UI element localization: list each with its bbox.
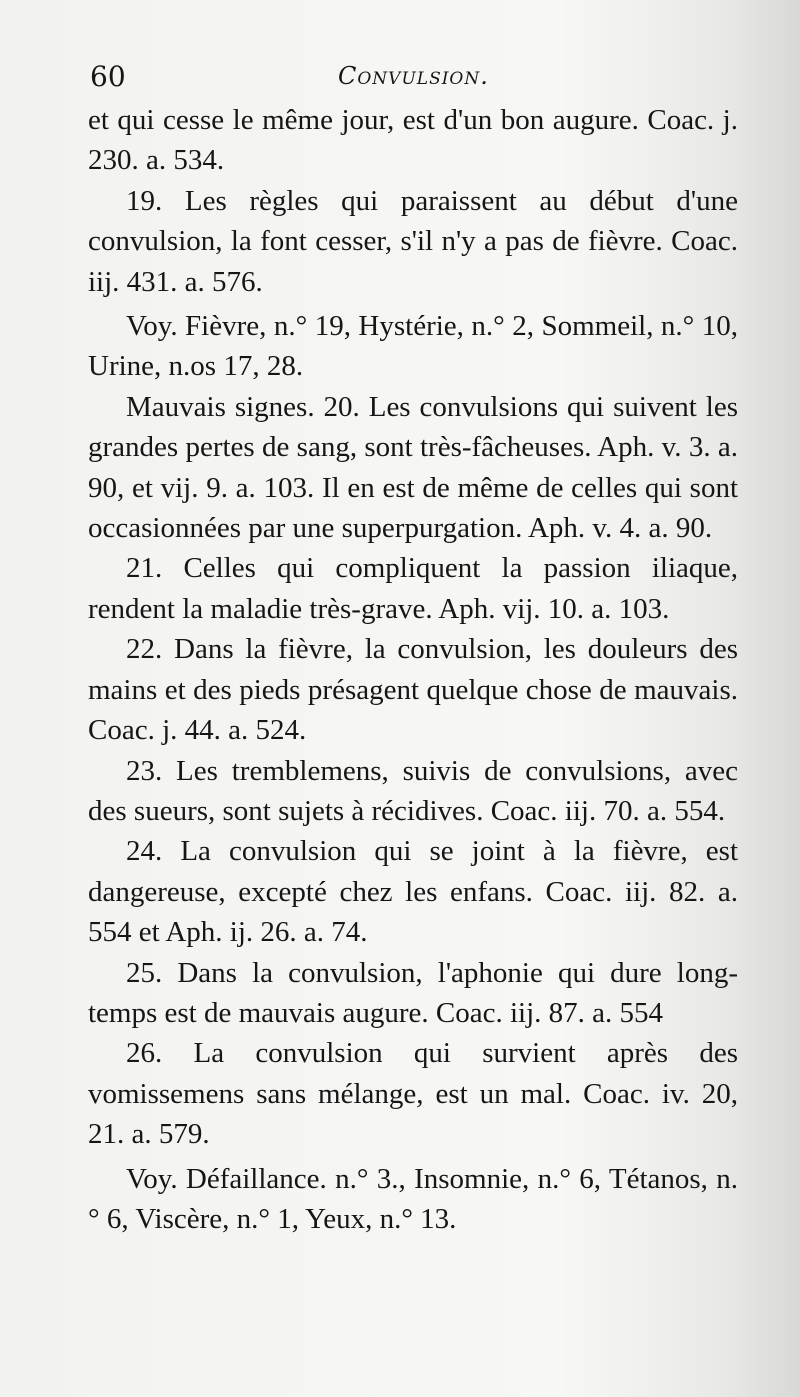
paragraph-19: 19. Les règles qui paraissent au début d'une convulsion, la font cesser, s'il n'y a pas de fièvre. Coac. iij. 431. a. 576.	[88, 184, 738, 298]
see-also-reference-final: Voy. Défaillance. n.° 3., Insomnie, n.° 6, Tétanos, n.° 6, Viscère, n.° 1, Yeux, n.° 13.	[88, 1162, 738, 1235]
paragraph-23: 23. Les tremblemens, suivis de convulsions, avec des sueurs, sont sujets à récidives. Coac. iij. 70. a. 554.	[88, 754, 738, 827]
running-title: Convulsion.	[338, 62, 489, 90]
paragraph-26: 26. La convulsion qui survient après des vomissemens sans mélange, est un mal. Coac. iv. 20, 21. a. 579.	[88, 1037, 738, 1151]
paragraph-25: 25. Dans la convulsion, l'aphonie qui dure long-temps est de mauvais augure. Coac. iij. 87. a. 554	[88, 956, 738, 1029]
paragraph-continuation: et qui cesse le même jour, est d'un bon augure. Coac. j. 230. a. 534.	[88, 104, 738, 177]
see-also-reference: Voy. Fièvre, n.° 19, Hystérie, n.° 2, Sommeil, n.° 10, Urine, n.os 17, 28.	[88, 310, 738, 383]
page-header	[90, 60, 730, 100]
paragraph-20: Mauvais signes. 20. Les convulsions qui suivent les grandes pertes de sang, sont très-fâcheuses. Aph. v. 3. a. 90, et vij. 9. a. 103. Il en est de même de celles qui sont occasionnées par une superpurgation. Aph. v. 4. a. 90.	[88, 390, 738, 545]
paragraph-21: 21. Celles qui compliquent la passion iliaque, rendent la maladie très-grave. Aph. vij. 10. a. 103.	[88, 552, 738, 625]
page-number: 60	[90, 60, 126, 93]
paragraph-24: 24. La convulsion qui se joint à la fièvre, est dangereuse, excepté chez les enfans. Coac. iij. 82. a. 554 et Aph. ij. 26. a. 74.	[88, 835, 738, 949]
paragraph-22: 22. Dans la fièvre, la convulsion, les douleurs des mains et des pieds présagent quelque chose de mauvais. Coac. j. 44. a. 524.	[88, 633, 738, 747]
body-text	[88, 100, 738, 1239]
